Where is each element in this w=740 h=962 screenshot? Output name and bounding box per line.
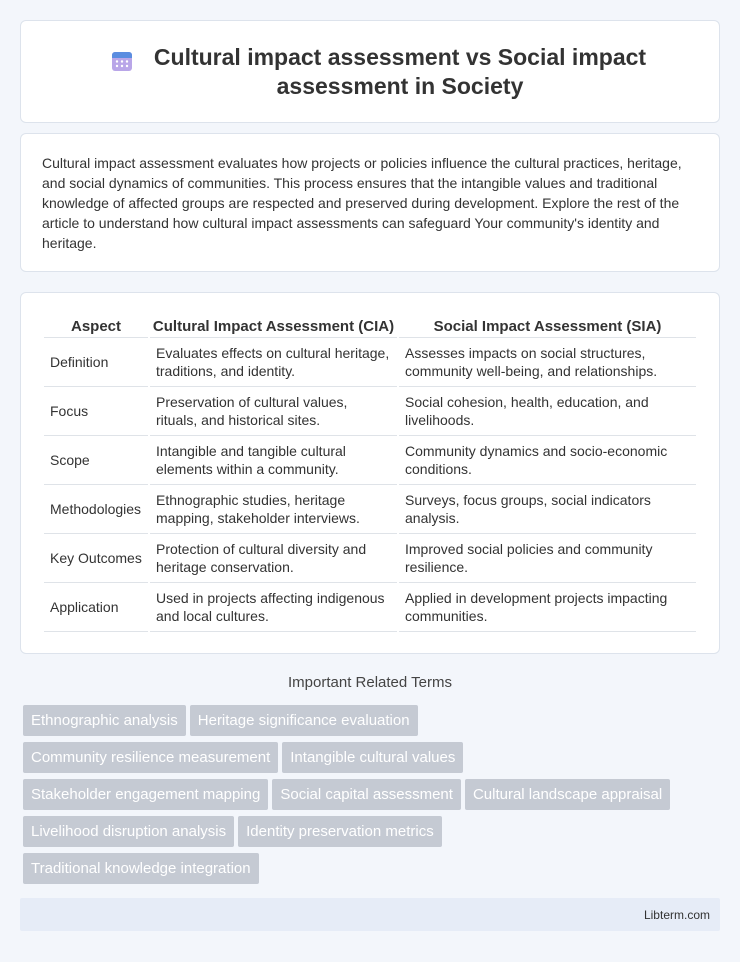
table-row	[44, 436, 696, 485]
related-term-tag[interactable]: Intangible cultural values	[282, 742, 463, 773]
comparison-table	[42, 315, 698, 632]
related-term-tag[interactable]: Ethnographic analysis	[23, 705, 186, 736]
sia-cell: Community dynamics and socio-economic conditions.	[399, 436, 696, 485]
related-term-tag[interactable]: Cultural landscape appraisal	[465, 779, 670, 810]
related-terms-list	[22, 705, 722, 890]
sia-cell: Surveys, focus groups, social indicators analysis.	[399, 485, 696, 534]
column-header-sia: Social Impact Assessment (SIA)	[399, 315, 696, 338]
intro-text: Cultural impact assessment evaluates how projects or policies influence the cultural practices, heritage, and social dynamics of communities. This process ensures that the intangible values and traditional knowledge of affected groups are respected and preserved during development. Explore the rest of the article to understand how cultural impact assessments can safeguard Your community's identity and heritage.	[42, 155, 682, 251]
page-title: Cultural impact assessment vs Social impact assessment in Society	[153, 44, 647, 99]
related-term-tag[interactable]: Social capital assessment	[272, 779, 461, 810]
aspect-cell: Focus	[44, 387, 148, 436]
intro-card	[20, 133, 720, 272]
related-term-tag[interactable]: Community resilience measurement	[23, 742, 278, 773]
table-row	[44, 485, 696, 534]
aspect-cell: Scope	[44, 436, 148, 485]
column-header-cia: Cultural Impact Assessment (CIA)	[150, 315, 397, 338]
table-row	[44, 534, 696, 583]
footer-brand-link[interactable]: Libterm.com	[643, 908, 710, 922]
related-term-tag[interactable]: Heritage significance evaluation	[190, 705, 418, 736]
header-card	[20, 20, 720, 123]
sia-cell: Social cohesion, health, education, and livelihoods.	[399, 387, 696, 436]
comparison-table-card	[20, 292, 720, 654]
cia-cell: Used in projects affecting indigenous and local cultures.	[150, 583, 397, 632]
table-header-row	[44, 315, 696, 338]
cia-cell: Preservation of cultural values, rituals, and historical sites.	[150, 387, 397, 436]
sia-cell: Applied in development projects impacting communities.	[399, 583, 696, 632]
sia-cell: Assesses impacts on social structures, community well-being, and relationships.	[399, 338, 696, 387]
related-term-tag[interactable]: Traditional knowledge integration	[23, 853, 259, 884]
related-terms-title: Important Related Terms	[288, 674, 452, 691]
table-row	[44, 583, 696, 632]
aspect-cell: Methodologies	[44, 485, 148, 534]
cia-cell: Intangible and tangible cultural elements within a community.	[150, 436, 397, 485]
related-term-tag[interactable]: Stakeholder engagement mapping	[23, 779, 268, 810]
cia-cell: Evaluates effects on cultural heritage, traditions, and identity.	[150, 338, 397, 387]
aspect-cell: Key Outcomes	[44, 534, 148, 583]
related-term-tag[interactable]: Identity preservation metrics	[238, 816, 442, 847]
sia-cell: Improved social policies and community resilience.	[399, 534, 696, 583]
column-header-aspect: Aspect	[44, 315, 148, 338]
cia-cell: Ethnographic studies, heritage mapping, stakeholder interviews.	[150, 485, 397, 534]
aspect-cell: Application	[44, 583, 148, 632]
table-row	[44, 387, 696, 436]
cia-cell: Protection of cultural diversity and heritage conservation.	[150, 534, 397, 583]
related-term-tag[interactable]: Livelihood disruption analysis	[23, 816, 234, 847]
table-row	[44, 338, 696, 387]
aspect-cell: Definition	[44, 338, 148, 387]
footer	[20, 898, 720, 931]
